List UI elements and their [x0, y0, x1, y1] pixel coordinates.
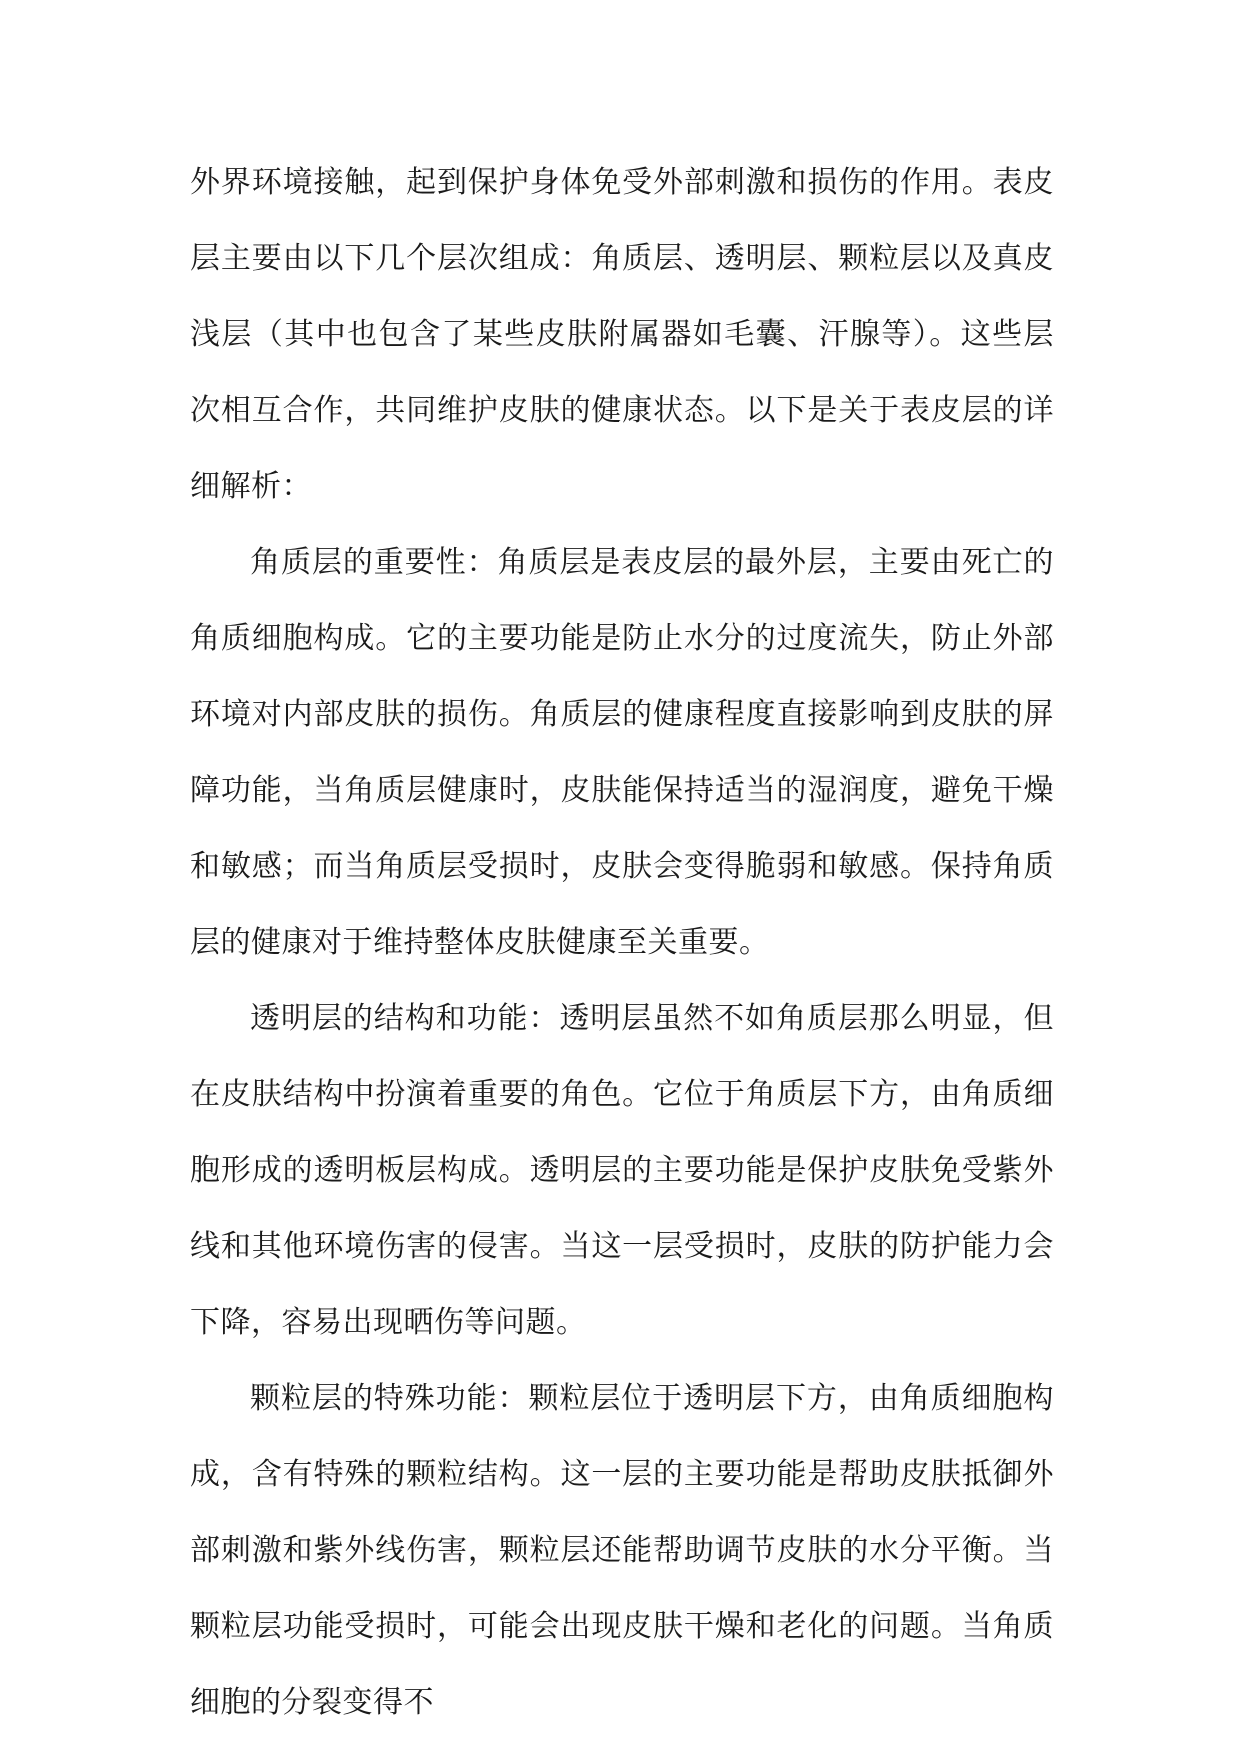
paragraph-stratum-lucidum: 透明层的结构和功能：透明层虽然不如角质层那么明显，但在皮肤结构中扮演着重要的角色。它位于角质层下方，由角质细胞形成的透明板层构成。透明层的主要功能是保护皮肤免受紫外线和其他环境伤害的侵害。当这一层受损时，皮肤的防护能力会下降，容易出现晒伤等问题。 [190, 1001, 1054, 1340]
paragraph-epidermis-intro: 外界环境接触，起到保护身体免受外部刺激和损伤的作用。表皮层主要由以下几个层次组成：角质层、透明层、颗粒层以及真皮浅层（其中也包含了某些皮肤附属器如毛囊、汗腺等）。这些层次相互合作，共同维护皮肤的健康状态。以下是关于表皮层的详细解析： [190, 165, 1054, 504]
paragraph-stratum-granulosum: 颗粒层的特殊功能：颗粒层位于透明层下方，由角质细胞构成，含有特殊的颗粒结构。这一层的主要功能是帮助皮肤抵御外部刺激和紫外线伤害，颗粒层还能帮助调节皮肤的水分平衡。当颗粒层功能受损时，可能会出现皮肤干燥和老化的问题。当角质细胞的分裂变得不 [190, 1381, 1054, 1720]
paragraph-stratum-corneum: 角质层的重要性：角质层是表皮层的最外层，主要由死亡的角质细胞构成。它的主要功能是防止水分的过度流失，防止外部环境对内部皮肤的损伤。角质层的健康程度直接影响到皮肤的屏障功能，当角质层健康时，皮肤能保持适当的湿润度，避免干燥和敏感；而当角质层受损时，皮肤会变得脆弱和敏感。保持角质层的健康对于维持整体皮肤健康至关重要。 [190, 545, 1054, 960]
document-body [190, 145, 1054, 1741]
